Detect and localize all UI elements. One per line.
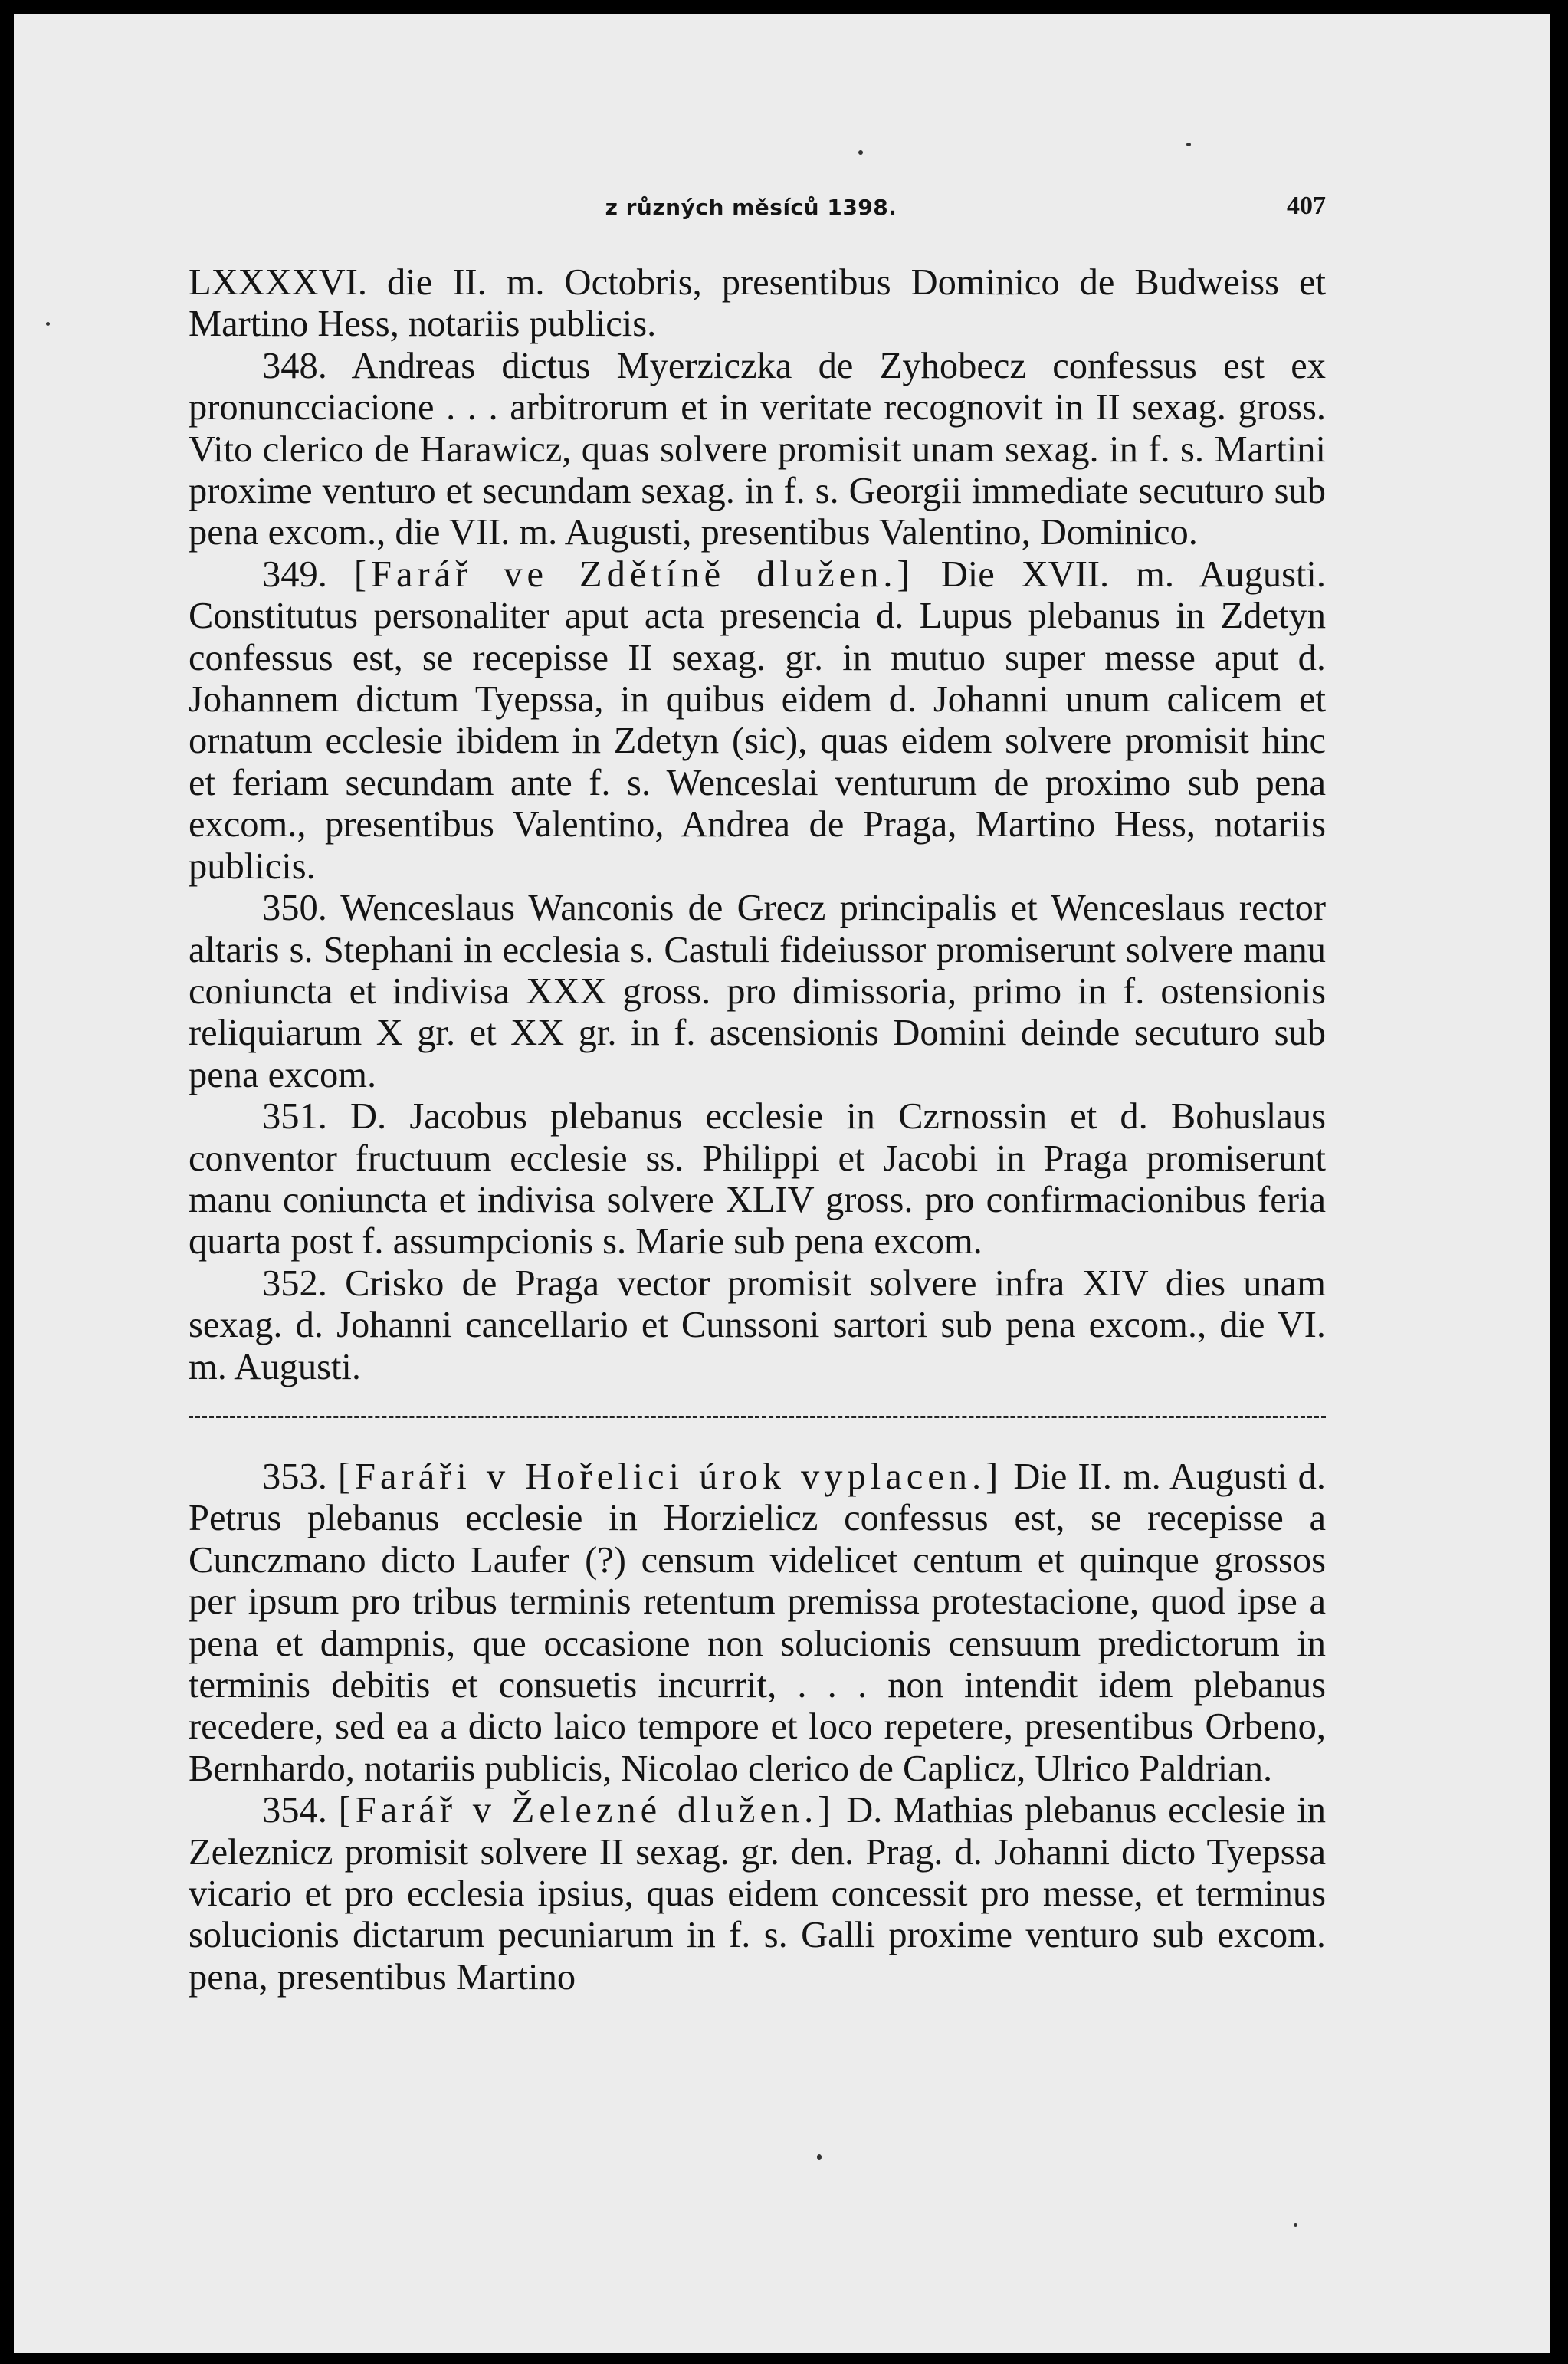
entry-heading: [Farář ve Zdětíně dlužen.]	[353, 553, 914, 595]
entry-353	[189, 1456, 1326, 1790]
entry-lxxxxvi: LXXXXVI. die II. m. Octobris, presentibus Dominico de Budweiss et Martino Hess, notariis publicis.	[189, 262, 1326, 345]
scan-speck	[1186, 143, 1191, 146]
scan-speck	[858, 150, 863, 155]
dashed-separator	[189, 1374, 1326, 1418]
scan-speck	[1294, 2223, 1297, 2227]
entry-number: 353.	[262, 1456, 327, 1497]
entry-text: D. Mathias plebanus ecclesie in Zeleznicz promisit solvere II sexag. gr. den. Prag. d. Johanni dicto Tyepssa vicario et pro ecclesia ipsius, quas eidem concessit pro messe, et terminus solucionis dictarum pecuniarum in f. s. Galli proxime venturo sub excom. pena, presentibus Martino	[189, 1790, 1327, 1998]
entry-354	[189, 1790, 1326, 1998]
entry-351: 351. D. Jacobus plebanus ecclesie in Czrnossin et d. Bohuslaus conventor fructuum ecclesie ss. Philippi et Jacobi in Praga promiserunt manu coniuncta et indivisa solvere XLIV gross. pro confirmacionibus feria quarta post f. assumpcionis s. Marie sub pena excom.	[189, 1096, 1326, 1262]
scan-border-bottom	[0, 2353, 1568, 2364]
entry-349	[189, 554, 1326, 888]
entry-352: 352. Crisko de Praga vector promisit solvere infra XIV dies unam sexag. d. Johanni cancellario et Cunssoni sartori sub pena excom., die VI. m. Augusti.	[189, 1262, 1326, 1387]
entry-heading: [Faráři v Hořelici úrok vyplacen.]	[337, 1456, 1003, 1497]
scan-border-left	[0, 0, 14, 2364]
entry-number: 354.	[262, 1790, 327, 1831]
scan-speck	[817, 2154, 822, 2160]
entry-348: 348. Andreas dictus Myerziczka de Zyhobecz confessus est ex pronuncciacione . . . arbitrorum et in veritate recognovit in II sexag. gross. Vito clerico de Harawicz, quas solvere promisit unam sexag. in f. s. Martini proxime venturo et secundam sexag. in f. s. Georgii immediate secuturo sub pena excom., die VII. m. Augusti, presentibus Valentino, Dominico.	[189, 345, 1326, 553]
page-number: 407	[1287, 192, 1326, 220]
entry-heading: [Farář v Železné dlužen.]	[338, 1790, 835, 1831]
scan-border-top	[0, 0, 1568, 14]
entry-text: Die II. m. Augusti d. Petrus plebanus ecclesie in Horzielicz confessus est, se recepisse a Cunczmano dicto Laufer (?) censum videlicet centum et quinque grossos per ipsum pro tribus terminis retentum premissa protestacione, quod ipse a pena et dampnis, que occasione non solucionis censuum predictorum in terminis debitis et consuetis incurrit, . . . non intendit idem plebanus recedere, sed ea a dicto laico tempore et loco repetere, presentibus Orbeno, Bernhardo, notariis publicis, Nicolao clerico de Caplicz, Ulrico Paldrian.	[189, 1456, 1327, 1789]
page-header	[176, 181, 1326, 227]
entry-350: 350. Wenceslaus Wanconis de Grecz principalis et Wenceslaus rector altaris s. Stephani in ecclesia s. Castuli fideiussor promiserunt solvere manu coniuncta et indivisa XXX gross. pro dimissoria, primo in f. ostensionis reliquiarum X gr. et XX gr. in f. ascensionis Domini deinde secuturo sub pena excom.	[189, 888, 1326, 1095]
scan-border-right	[1550, 0, 1568, 2364]
entry-text: Die XVII. m. Augusti. Constitutus personaliter aput acta presencia d. Lupus plebanus in Zdetyn confessus est, se recepisse II sexag. gr. in mutuo super messe aput d. Johannem dictum Tyepssa, in quibus eidem d. Johanni unum calicem et ornatum ecclesie ibidem in Zdetyn (sic), quas eidem solvere promisit hinc et feriam secundam ante f. s. Wenceslai venturum de proximo sub pena excom., presentibus Valentino, Andrea de Praga, Martino Hess, notariis publicis.	[189, 553, 1327, 887]
body-text	[189, 262, 1326, 1998]
running-head: z různých měsíců 1398.	[605, 195, 897, 220]
scan-speck	[46, 322, 50, 326]
entry-number: 349.	[262, 553, 327, 595]
